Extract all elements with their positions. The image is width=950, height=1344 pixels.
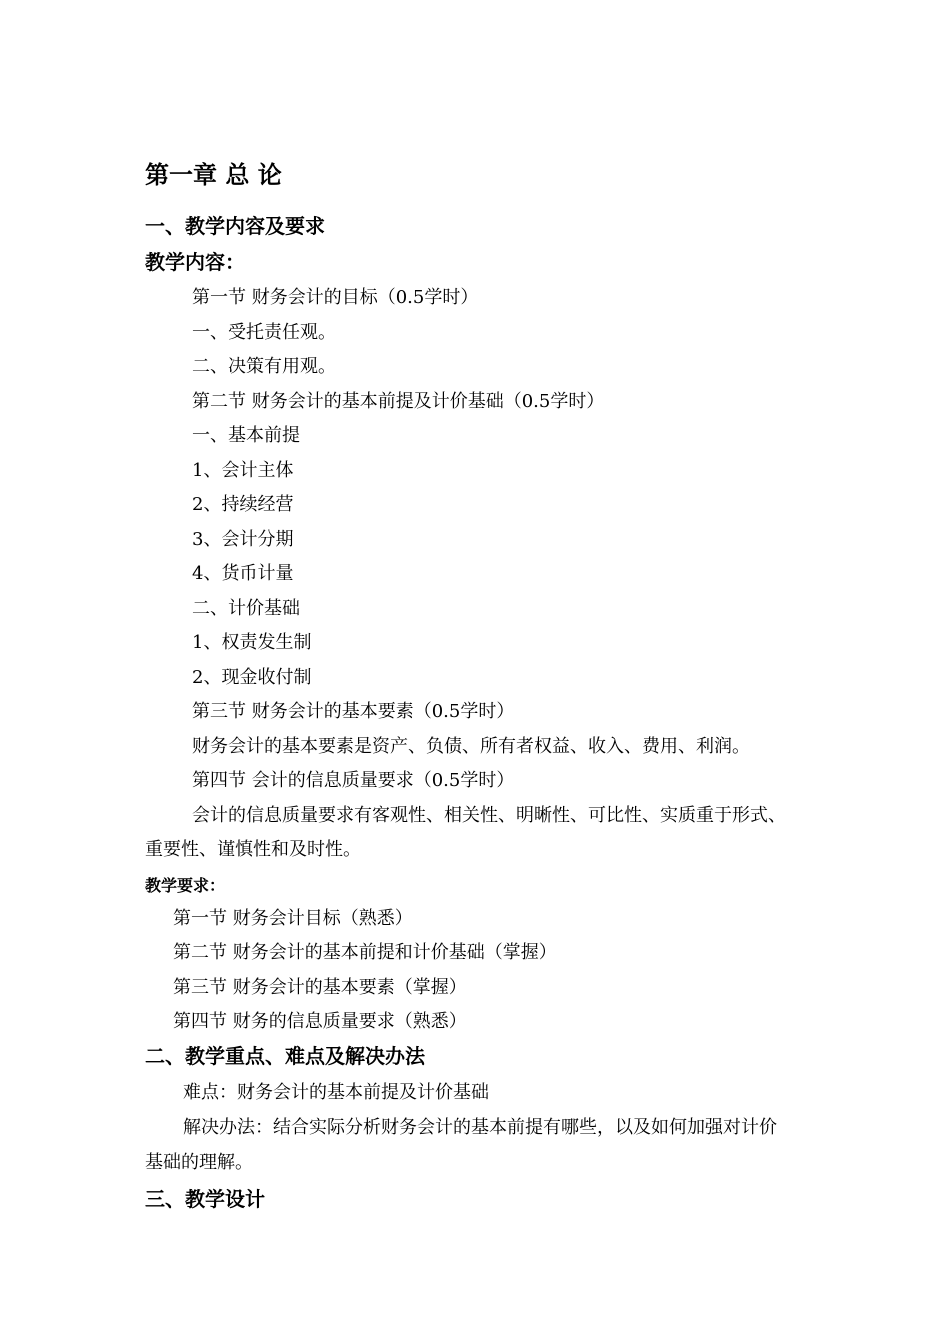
- content-line: 第三节 财务会计的基本要素（0.5学时）: [192, 701, 515, 722]
- content-line: 一、基本前提: [192, 425, 300, 446]
- section-heading: 二、教学重点、难点及解决办法: [145, 1044, 425, 1068]
- requirement-line: 第二节 财务会计的基本前提和计价基础（掌握）: [173, 942, 557, 963]
- solution-line: 基础的理解。: [145, 1152, 253, 1173]
- content-line: 二、计价基础: [192, 598, 300, 619]
- difficulty-line: 难点：财务会计的基本前提及计价基础: [183, 1082, 489, 1103]
- content-line: 2、现金收付制: [192, 667, 312, 688]
- section-heading: 三、教学设计: [145, 1187, 265, 1211]
- content-line: 二、决策有用观。: [192, 356, 336, 377]
- content-line: 1、权责发生制: [192, 632, 312, 653]
- content-line: 4、货币计量: [192, 563, 294, 584]
- content-line: 第四节 会计的信息质量要求（0.5学时）: [192, 770, 515, 791]
- content-line: 第一节 财务会计的目标（0.5学时）: [192, 287, 479, 308]
- content-line: 3、会计分期: [192, 529, 294, 550]
- content-line: 一、受托责任观。: [192, 322, 336, 343]
- content-label: 教学内容：: [145, 250, 245, 274]
- content-line: 2、持续经营: [192, 494, 294, 515]
- content-line: 财务会计的基本要素是资产、负债、所有者权益、收入、费用、利润。: [192, 736, 750, 757]
- section-heading: 一、教学内容及要求: [145, 214, 325, 238]
- content-line: 第二节 财务会计的基本前提及计价基础（0.5学时）: [192, 391, 605, 412]
- content-line: 1、会计主体: [192, 460, 294, 481]
- requirements-label: 教学要求：: [145, 876, 226, 895]
- solution-line: 解决办法：结合实际分析财务会计的基本前提有哪些，以及如何加强对计价: [183, 1117, 777, 1138]
- requirement-line: 第一节 财务会计目标（熟悉）: [173, 908, 413, 929]
- content-line: 会计的信息质量要求有客观性、相关性、明晰性、可比性、实质重于形式、: [192, 805, 786, 826]
- content-line: 重要性、谨慎性和及时性。: [145, 839, 361, 860]
- requirement-line: 第四节 财务的信息质量要求（熟悉）: [173, 1011, 467, 1032]
- chapter-title: 第一章 总 论: [145, 161, 282, 189]
- requirement-line: 第三节 财务会计的基本要素（掌握）: [173, 977, 467, 998]
